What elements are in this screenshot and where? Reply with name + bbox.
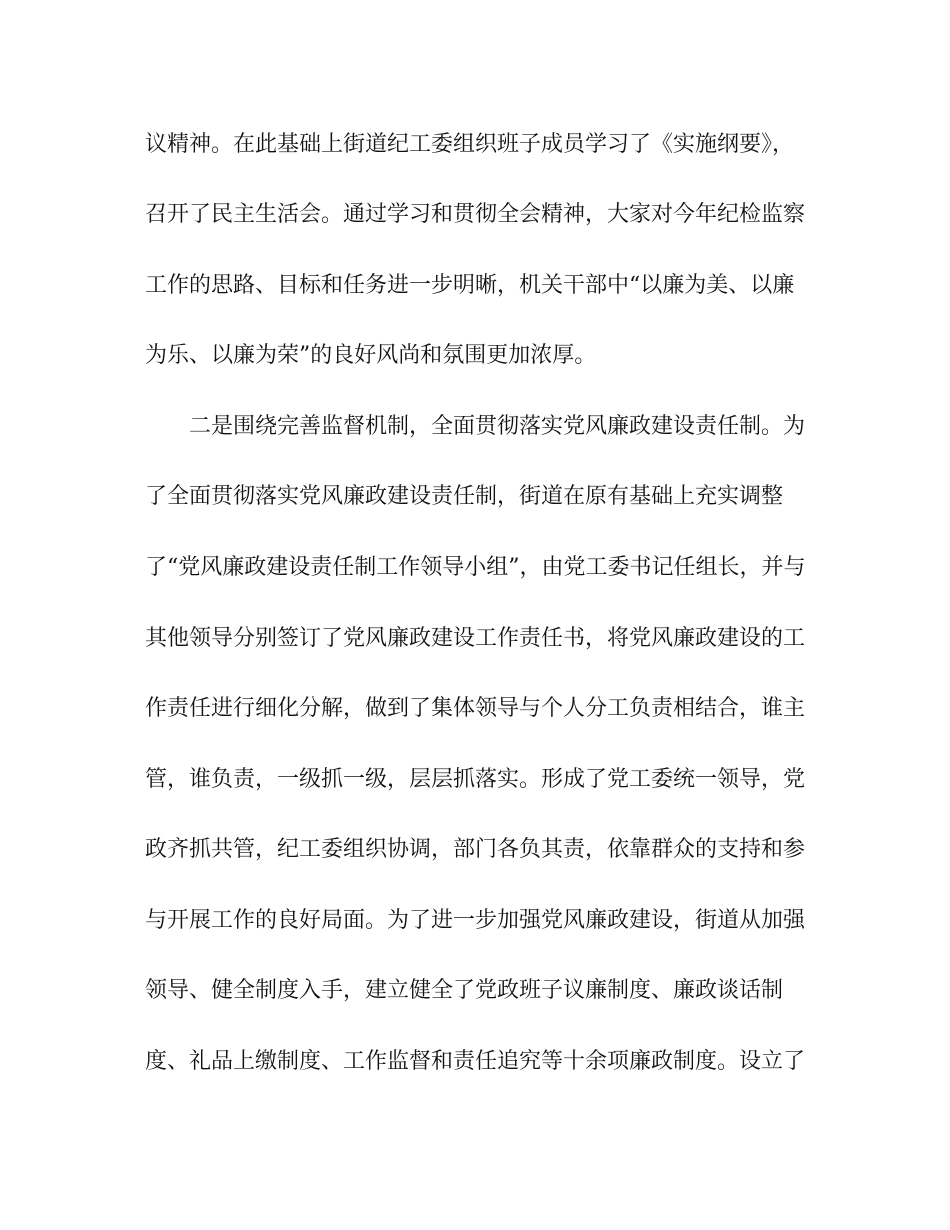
paragraph-2-line-4: 其他领导分别签订了党风廉政建设工作责任书，将党风廉政建设的工 [145,626,806,651]
paragraph-2-line-2: 了全面贯彻落实党风廉政建设责任制，街道在原有基础上充实调整 [145,484,784,509]
paragraph-1-line-2: 召开了民主生活会。通过学习和贯彻全会精神，大家对今年纪检监察 [145,202,806,227]
paragraph-2-line-6: 管，谁负责，一级抓一级，层层抓落实。形成了党工委统一领导，党 [145,767,806,792]
paragraph-1-line-1: 议精神。在此基础上街道纪工委组织班子成员学习了《实施纲要》， [145,132,795,157]
paragraph-2-line-3: 了“党风廉政建设责任制工作领导小组”，由党工委书记任组长，并与 [145,555,806,580]
paragraph-2-line-8: 与开展工作的良好局面。为了进一步加强党风廉政建设，街道从加强 [145,908,806,933]
paragraph-1-line-3: 工作的思路、目标和任务进一步明晰，机关干部中“以廉为美、以廉 [145,273,795,298]
paragraph-1-line-4: 为乐、以廉为荣”的良好风尚和氛围更加浓厚。 [145,343,597,368]
paragraph-2-line-5: 作责任进行细化分解，做到了集体领导与个人分工负责相结合，谁主 [145,696,806,721]
paragraph-2-line-9: 领导、健全制度入手，建立健全了党政班子议廉制度、廉政谈话制 [145,978,784,1003]
paragraph-2-line-1: 二是围绕完善监督机制，全面贯彻落实党风廉政建设责任制。为 [189,414,806,439]
paragraph-2-line-7: 政齐抓共管，纪工委组织协调，部门各负其责，依靠群众的支持和参 [145,837,806,862]
paragraph-2-line-10: 度、礼品上缴制度、工作监督和责任追究等十余项廉政制度。设立了 [145,1049,806,1074]
